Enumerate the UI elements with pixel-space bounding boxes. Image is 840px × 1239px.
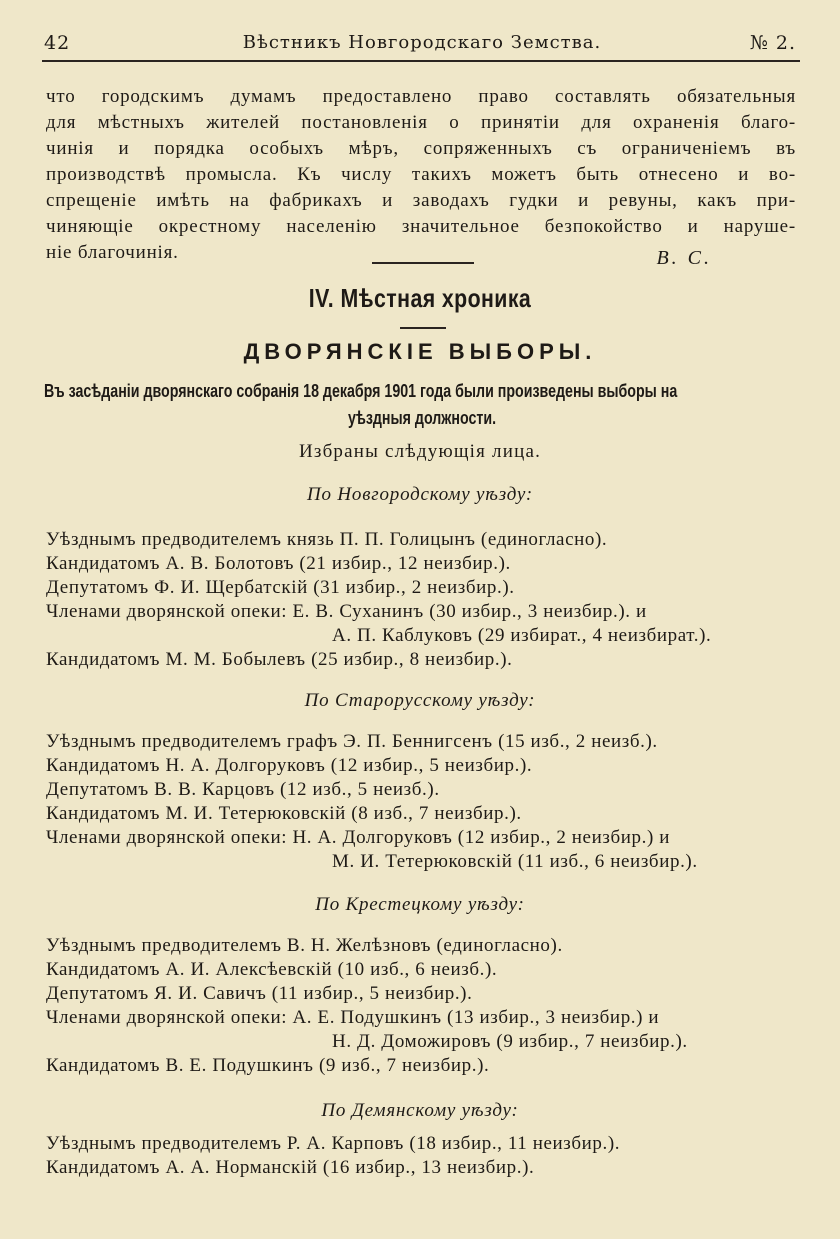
election-entry: Уѣзднымъ предводителемъ графъ Э. П. Беннигсенъ (15 изб., 2 неизб.). <box>46 731 658 752</box>
election-entry: Кандидатомъ Н. А. Долгоруковъ (12 избир., 5 неизбир.). <box>46 755 533 776</box>
paragraph-line: чинія и порядка особыхъ мѣръ, сопряженныхъ съ ограниченіемъ въ <box>46 138 796 159</box>
election-entry: Депутатомъ В. В. Карцовъ (12 изб., 5 неизб.). <box>46 779 440 800</box>
paragraph-line: спрещеніе имѣть на фабрикахъ и заводахъ гудки и ревуны, какъ при- <box>46 190 796 211</box>
election-entry: Кандидатомъ А. А. Норманскій (16 избир., 13 неизбир.). <box>46 1157 535 1178</box>
election-entry: Членами дворянской опеки: Е. В. Суханинъ (30 избир., 3 неизбир.). и <box>46 601 647 622</box>
election-entry: Депутатомъ Я. И. Савичъ (11 избир., 5 неизбир.). <box>46 983 473 1004</box>
heading-rule <box>400 327 446 329</box>
election-entry: Членами дворянской опеки: А. Е. Подушкинъ (13 избир., 3 неизбир.) и <box>46 1007 660 1028</box>
elected-intro: Избраны слѣдующія лица. <box>298 441 542 462</box>
section-divider <box>372 262 474 264</box>
district-heading: По Новгородскому уѣзду: <box>307 484 533 505</box>
district-heading: По Крестецкому уѣзду: <box>315 894 525 915</box>
paragraph-line: ніе благочинія. <box>46 242 179 263</box>
section-subheading: ДВОРЯНСКІЕ ВЫБОРЫ. <box>243 339 597 364</box>
body-paragraph <box>46 84 796 266</box>
author-signature: В. С. <box>656 247 712 269</box>
section-heading: IV. Мѣстная хроника <box>308 283 532 313</box>
election-entry: М. И. Тетерюковскій (11 изб., 6 неизбир.). <box>332 851 698 872</box>
paragraph-line: что городскимъ думамъ предоставлено право составлять обязательныя <box>46 86 796 107</box>
election-entry: А. П. Каблуковъ (29 избират., 4 неизбират.). <box>332 625 712 646</box>
paragraph-line: для мѣстныхъ жителей постановленія о принятіи для охраненія благо- <box>46 112 796 133</box>
election-entry: Уѣзднымъ предводителемъ В. Н. Желѣзновъ (единогласно). <box>46 935 563 956</box>
election-entry: Членами дворянской опеки: Н. А. Долгоруковъ (12 избир., 2 неизбир.) и <box>46 827 670 848</box>
election-entry: Депутатомъ Ф. И. Щербатскій (31 избир., 2 неизбир.). <box>46 577 515 598</box>
journal-title: Вѣстникъ Новгородскаго Земства. <box>242 32 602 53</box>
election-entry: Кандидатомъ А. И. Алексѣевскій (10 изб., 6 неизб.). <box>46 959 498 980</box>
district-heading: По Демянскому уѣзду: <box>321 1100 519 1121</box>
issue-number: № 2. <box>749 32 796 54</box>
intro-text <box>44 378 800 432</box>
paragraph-line: чиняющіе окрестному населенію значительное безпокойство и наруше- <box>46 216 796 237</box>
election-entry: Кандидатомъ А. В. Болотовъ (21 избир., 12 неизбир.). <box>46 553 511 574</box>
header-rule <box>42 60 800 62</box>
election-entry: Уѣзднымъ предводителемъ князь П. П. Голицынъ (единогласно). <box>46 529 608 550</box>
page-number: 42 <box>44 32 71 54</box>
running-header <box>44 30 800 60</box>
election-entry: Кандидатомъ В. Е. Подушкинъ (9 изб., 7 неизбир.). <box>46 1055 490 1076</box>
intro-line: Въ засѣданіи дворянскаго собранія 18 декабря 1901 года были произведены выборы на <box>44 381 678 401</box>
district-entries <box>46 1132 810 1180</box>
election-entry: Кандидатомъ М. М. Бобылевъ (25 избир., 8 неизбир.). <box>46 649 513 670</box>
district-entries <box>46 934 810 1078</box>
election-entry: Кандидатомъ М. И. Тетерюковскій (8 изб., 7 неизбир.). <box>46 803 522 824</box>
paragraph-line: производствѣ промысла. Къ числу такихъ можетъ быть отнесено и во- <box>46 164 796 185</box>
district-heading: По Старорусскому уѣзду: <box>304 690 536 711</box>
election-entry: Н. Д. Доможировъ (9 избир., 7 неизбир.). <box>332 1031 688 1052</box>
intro-line: уѣздныя должности. <box>347 408 497 428</box>
district-entries <box>46 730 810 874</box>
election-entry: Уѣзднымъ предводителемъ Р. А. Карповъ (18 избир., 11 неизбир.). <box>46 1133 621 1154</box>
district-entries <box>46 528 810 672</box>
